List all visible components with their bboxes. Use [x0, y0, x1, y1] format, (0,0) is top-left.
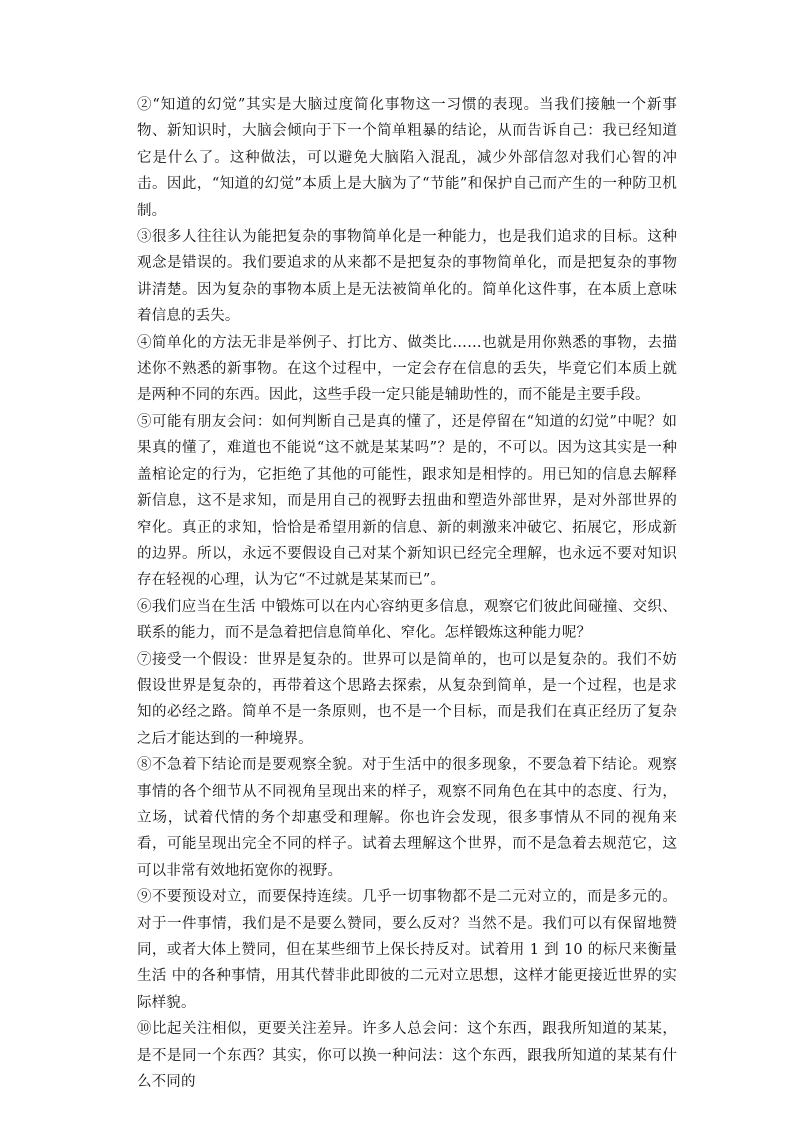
paragraph-7: ⑦接受一个假设：世界是复杂的。世界可以是简单的，也可以是复杂的。我们不妨假设世界是复杂的，再带着这个思路去探索，从复杂到简单，是一个过程，也是求知的必经之路。简单不是一条原则，也不是一个目标，而是我们在真正经历了复杂之后才能达到的一种境界。	[137, 651, 677, 747]
paragraph-5: ⑤可能有朋友会问：如何判断自己是真的懂了，还是停留在“知道的幻觉”中呢？如果真的懂了，难道也不能说“这不就是某某吗”？是的，不可以。因为这其实是一种盖棺论定的行为，它拒绝了其他的可能性，跟求知是相悖的。用已知的信息去解释新信息，这不是求知，而是用自己的视野去扭曲和塑造外部世界，是对外部世界的窄化。真正的求知，恰恰是希望用新的信息、新的刺激来冲破它、拓展它，形成新的边界。所以，永远不要假设自己对某个新知识已经完全理解，也永远不要对知识存在轻视的心理，认为它“不过就是某某而已”。	[137, 413, 677, 589]
paragraph-6: ⑥我们应当在生活 中锻炼可以在内心容纳更多信息，观察它们彼此间碰撞、交织、联系的能力，而不是急着把信息简单化、窄化。怎样锻炼这种能力呢？	[137, 598, 677, 642]
paragraph-4: ④简单化的方法无非是举例子、打比方、做类比……也就是用你熟悉的事物，去描述你不熟悉的新事物。在这个过程中，一定会存在信息的丢失，毕竟它们本质上就是两种不同的东西。因此，这些手段一定只能是辅助性的，而不能是主要手段。	[137, 334, 677, 404]
paragraph-10: ⑩比起关注相似，更要关注差异。许多人总会问：这个东西，跟我所知道的某某，是不是同一个东西？其实，你可以换一种问法：这个东西，跟我所知道的某某有什么不同的	[137, 1021, 677, 1091]
article-body	[137, 92, 677, 1095]
paragraph-3: ③很多人往往认为能把复杂的事物简单化是一种能力，也是我们追求的目标。这种观念是错误的。我们要追求的从来都不是把复杂的事物简单化，而是把复杂的事物讲清楚。因为复杂的事物本质上是无法被简单化的。简单化这件事，在本质上意味着信息的丢失。	[137, 229, 677, 325]
paragraph-2: ②“知道的幻觉”其实是大脑过度简化事物这一习惯的表现。当我们接触一个新事物、新知识时，大脑会倾向于下一个简单粗暴的结论，从而告诉自己：我已经知道它是什么了。这种做法，可以避免大脑陷入混乱，减少外部信忽对我们心智的冲击。因此，“知道的幻觉”本质上是大脑为了“节能”和保护自己而产生的一种防卫机制。	[137, 97, 677, 219]
paragraph-9: ⑨不要预设对立，而要保持连续。几乎一切事物都不是二元对立的，而是多元的。对于一件事情，我们是不是要么赞同，要么反对？当然不是。我们可以有保留地赞同，或者大体上赞同，但在某些细节上保长持反对。试着用 1 到 10 的标尺来衡量生活 中的各种事情，用其代替非此即彼的二元对立思想，这样才能更接近世界的实际样貌。	[137, 889, 677, 1011]
paragraph-8: ⑧不急着下结论而是要观察全貌。对于生活中的很多现象，不要急着下结论。观察事情的各个细节从不同视角呈现出来的样子，观察不同角色在其中的态度、行为，立场，试着代情的务个却惠受和理解。你也许会发现，很多事情从不同的视角来看，可能呈现出完全不同的样子。试着去理解这个世界，而不是急着去规范它，这可以非常有效地拓宽你的视野。	[137, 757, 677, 879]
